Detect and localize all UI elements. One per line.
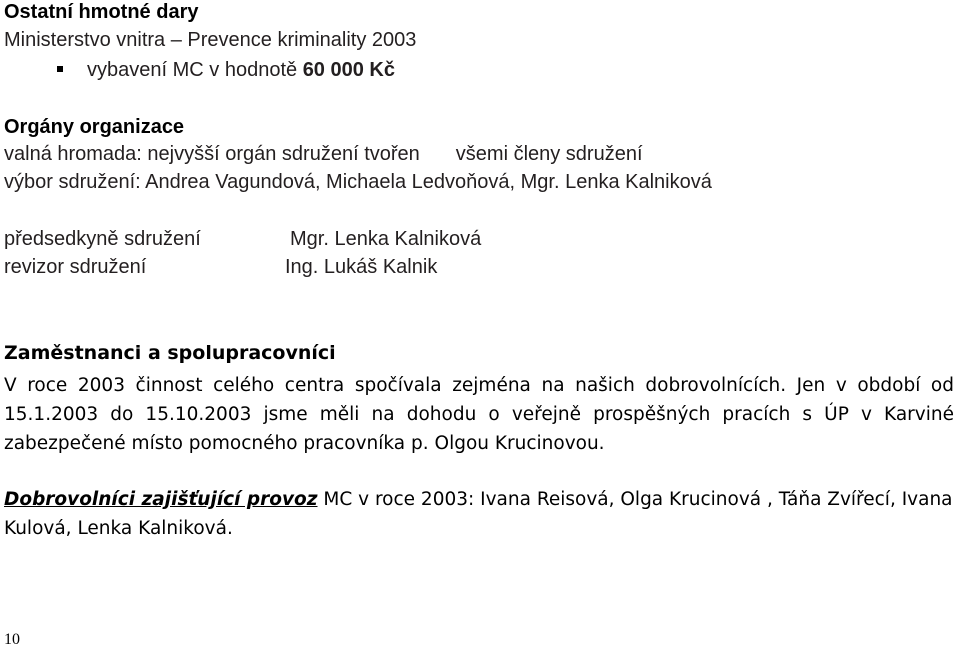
bullet-text: vybavení MC v hodnotě bbox=[87, 59, 303, 81]
role-chair-label: předsedkyně sdružení bbox=[4, 228, 201, 250]
volunteers-heading: Dobrovolníci zajišťující provoz bbox=[4, 489, 318, 510]
section-heading-staff: Zaměstnanci a spolupracovníci bbox=[4, 342, 336, 364]
bullet-item bbox=[57, 59, 395, 82]
role-auditor-label: revizor sdružení bbox=[4, 256, 147, 278]
bullet-amount: 60 000 Kč bbox=[302, 59, 395, 81]
section-heading-material-gifts: Ostatní hmotné dary bbox=[4, 1, 199, 23]
committee-line: výbor sdružení: Andrea Vagundová, Michaela Ledvoňová, Mgr. Lenka Kalniková bbox=[4, 171, 712, 193]
staff-paragraph: V roce 2003 činnost celého centra spočívala zejména na našich dobrovolnících. Jen v období od 15.1.2003 do 15.10.2003 jsme měli na dohodu o veřejně prospěšných pracích s ÚP v Karviné zabezpečené místo pomocného pracovníka p. Olgou Krucinovou. bbox=[4, 375, 954, 454]
page-number: 10 bbox=[4, 631, 20, 648]
donor-line: Ministerstvo vnitra – Prevence kriminality 2003 bbox=[4, 29, 417, 51]
volunteers-list: MC v roce 2003: Ivana Reisová, Olga Krucinová , Táňa Zvířecí, Ivana Kulová, Lenka Kalniková. bbox=[4, 489, 953, 539]
volunteers-paragraph bbox=[4, 485, 954, 543]
role-chair-name: Mgr. Lenka Kalniková bbox=[290, 228, 482, 250]
section-heading-organs: Orgány organizace bbox=[4, 116, 185, 138]
square-bullet-icon bbox=[57, 66, 63, 72]
role-auditor-name: Ing. Lukáš Kalnik bbox=[285, 256, 438, 278]
general-assembly-line bbox=[4, 143, 643, 166]
general-assembly-members: všemi členy sdružení bbox=[455, 143, 643, 165]
general-assembly-label: valná hromada: nejvyšší orgán sdružení tvořen bbox=[4, 143, 420, 165]
